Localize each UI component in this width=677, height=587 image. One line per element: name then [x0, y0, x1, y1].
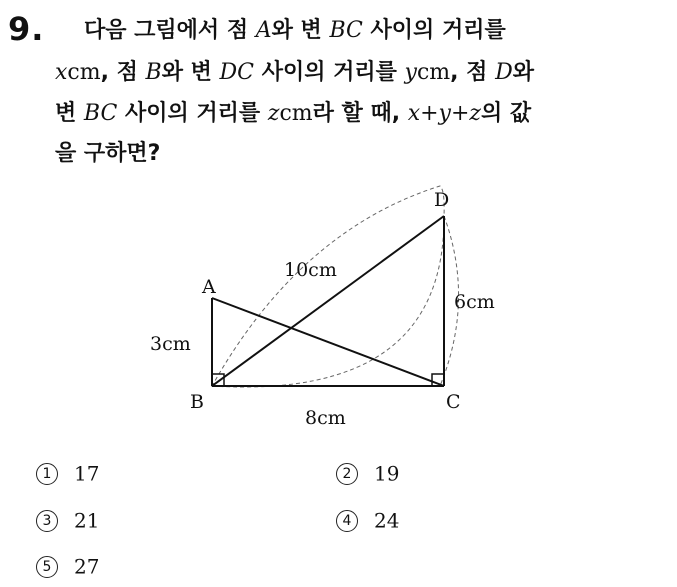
choice-value: 19: [374, 461, 400, 486]
choice-number: 4: [336, 510, 358, 532]
choice-value: 21: [74, 508, 100, 533]
choice-number: 1: [36, 463, 58, 485]
text: 사이의 거리를: [117, 101, 268, 126]
choice-5[interactable]: [36, 553, 99, 579]
segment-label: BC: [329, 18, 363, 43]
choice-number: 5: [36, 556, 58, 578]
text: 와 변: [161, 60, 220, 85]
text: , 점: [100, 60, 146, 85]
text: 다음 그림에서 점: [84, 18, 256, 43]
length-bd-label: 10cm: [284, 259, 337, 281]
variable: x: [55, 60, 68, 85]
length-cd-label: 6cm: [454, 291, 495, 313]
variable: y: [404, 60, 417, 85]
segment-label: BC: [83, 101, 118, 126]
length-ab-label: 3cm: [150, 333, 191, 355]
choice-value: 27: [74, 554, 100, 579]
point-c-label: C: [446, 391, 461, 413]
expression: x+y+z: [407, 101, 482, 126]
unit: cm: [279, 101, 313, 126]
unit: cm: [416, 60, 451, 85]
point-label: A: [255, 18, 272, 43]
unit: cm: [67, 60, 101, 85]
choice-4[interactable]: [336, 507, 399, 533]
question-line-4: 을 구하면?: [55, 141, 161, 166]
text: 사이의 거리를: [254, 60, 405, 85]
text: 라 할 때,: [312, 101, 408, 126]
text: 와: [512, 60, 534, 85]
choice-1[interactable]: [36, 460, 99, 486]
point-label: D: [495, 60, 513, 85]
text: 의 값: [481, 101, 532, 126]
point-a-label: A: [202, 276, 216, 298]
choice-2[interactable]: [336, 460, 399, 486]
dashed-arc: [212, 186, 444, 387]
point-b-label: B: [190, 391, 204, 413]
choice-value: 24: [374, 508, 400, 533]
variable: z: [267, 101, 280, 126]
text: , 점: [450, 60, 496, 85]
choice-value: 17: [74, 461, 100, 486]
point-label: B: [145, 60, 162, 85]
text: 사이의 거리를: [362, 18, 506, 43]
point-d-label: D: [434, 189, 450, 211]
choice-number: 3: [36, 510, 58, 532]
text: 와 변: [271, 18, 330, 43]
choice-3[interactable]: [36, 507, 99, 533]
segment-label: DC: [219, 60, 255, 85]
length-bc-label: 8cm: [305, 407, 346, 429]
text: 변: [55, 101, 84, 126]
segment-ac: [212, 298, 444, 386]
choice-number: 2: [336, 463, 358, 485]
question-number: 9.: [8, 10, 45, 48]
segment-bd: [212, 216, 444, 386]
